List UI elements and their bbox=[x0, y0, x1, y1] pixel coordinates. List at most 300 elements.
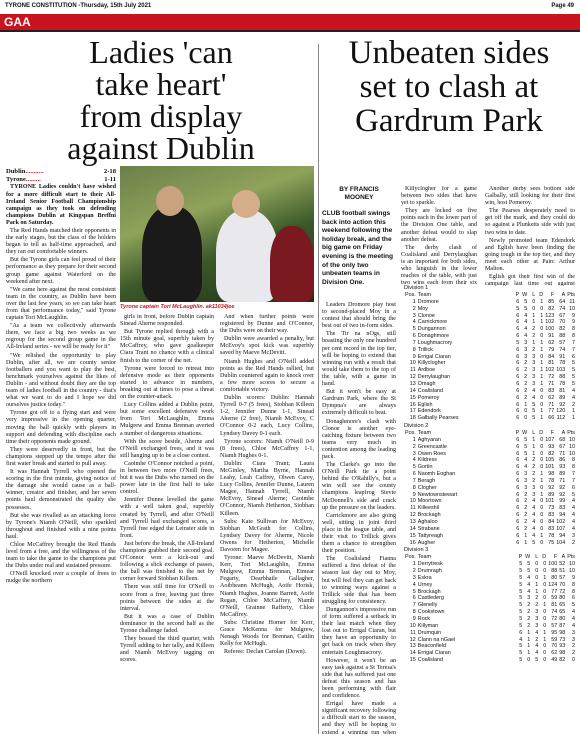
table-header-row bbox=[404, 554, 576, 561]
table-cell: 75 bbox=[548, 539, 555, 546]
table-cell: 62 bbox=[548, 339, 555, 346]
table-cell: 3 bbox=[524, 471, 528, 478]
table-cell: 4 bbox=[532, 394, 536, 401]
table-cell: 11 bbox=[569, 298, 575, 305]
table-cell: 2 bbox=[535, 602, 539, 609]
table-cell: Kildress bbox=[417, 457, 437, 464]
table-cell: Eglish bbox=[417, 401, 433, 408]
match-result bbox=[6, 168, 116, 184]
table-row bbox=[404, 326, 576, 333]
table-cell: 14 bbox=[409, 525, 416, 532]
table-cell: 3 bbox=[572, 629, 575, 636]
table-cell: 3 bbox=[532, 353, 536, 360]
table-cell: 4 bbox=[572, 505, 575, 512]
table-cell: 3 bbox=[572, 636, 575, 643]
table-cell: 6 bbox=[516, 346, 520, 353]
table-cell: 4 bbox=[532, 387, 536, 394]
paragraph: Niamh Hughes and O'Neill added points as the Red Hands rallied, but Dublin countered again to knock over a few more scores to secure a comfortable victory. bbox=[220, 358, 314, 393]
table-cell: 66 bbox=[548, 415, 555, 422]
table-cell: 2 bbox=[527, 615, 531, 622]
table-cell: 0 bbox=[532, 298, 536, 305]
page-number: Page 49 bbox=[551, 3, 574, 9]
header-rule bbox=[0, 30, 580, 32]
table-cell: 0 bbox=[543, 657, 547, 664]
table-cell: 7 bbox=[572, 339, 575, 346]
table-cell: 6 bbox=[516, 333, 520, 340]
table-cell: 89 bbox=[559, 394, 566, 401]
paragraph: Just before the break, the All-Ireland champions grabbed their second goal. O'Connor won a kick-out and following a slick exchange of passes, the ball was finished to the net by corner forward Siobhan Killeen. bbox=[120, 540, 214, 583]
paragraph: "We came here against the most consistent team in the country, as Dublin have been over the last few years, so we can take heart from that performance today," said Tyrone captain Tori McLaughlin. bbox=[6, 286, 116, 322]
table-row bbox=[404, 630, 576, 637]
table-cell: 2 bbox=[524, 512, 528, 519]
table-cell: 2 bbox=[412, 305, 416, 312]
table-cell: 51 bbox=[559, 568, 566, 575]
table-cell: 8 bbox=[412, 484, 416, 491]
table-cell: 85 bbox=[548, 298, 555, 305]
table-cell: 88 bbox=[559, 374, 566, 381]
paragraph: Dublin scorers: Dublin: Hannah Tyrrell 0-7 (5 frees), Siobhan Killeen 1-2, Jennifer Dunne 1-1, Sinead Aherne (2 free), Niamh McEvoy, C O'Connor 0-2 each, Lucy Collins, Lyndsey Davey 0-1 each. bbox=[220, 395, 314, 437]
paragraph: "We relished the opportunity to play Dublin, after all, we are county senior footballers and you want to play the best, benchmark yourselves against the likes of Dublin - and without doubt they are the top team of ladies football in the country - that's what we want to do and I hope we did ourselves justice today." bbox=[6, 352, 116, 409]
paragraph: The Clarke's go into the O'Neill Park tie a point behind the O'Rahilly's, but a win will see the county champions leapfrog Stevie McDonnell's side and crack up the pressure on the leaders. bbox=[322, 462, 396, 511]
table-cell: 12 bbox=[409, 512, 416, 519]
table-cell: 5 bbox=[516, 305, 520, 312]
table-cell: 15 bbox=[409, 532, 416, 539]
table-cell: 101 bbox=[545, 498, 555, 505]
table-cell: 4 bbox=[532, 525, 536, 532]
result-score: 2-18 bbox=[103, 168, 116, 175]
left-article-column-3 bbox=[220, 314, 314, 734]
table-row bbox=[404, 643, 576, 650]
table-cell: 0 bbox=[535, 574, 539, 581]
table-row bbox=[404, 313, 576, 320]
paragraph: Errigal have made a significant recovery following a difficult start to the season, and they will be hoping to extend a winning run when bbox=[322, 701, 396, 734]
table-cell: 2 bbox=[572, 539, 575, 546]
division-title: Division 2 bbox=[404, 423, 429, 430]
table-cell: 6 bbox=[516, 401, 520, 408]
table-cell: 73 bbox=[548, 505, 555, 512]
result-score: 1-11 bbox=[104, 176, 116, 184]
paragraph: Jennifer Dunne levelled the game with a well taken goal, superbly created by Tyrrell, and after O'Neill and Tyrrell had exchanged scores, a Tyrrell free edged the Leinster side in front. bbox=[120, 497, 214, 539]
table-cell: 71 bbox=[548, 401, 555, 408]
table-cell: 4 bbox=[524, 333, 528, 340]
table-cell: 2 bbox=[524, 380, 528, 387]
table-cell: 6 bbox=[516, 498, 520, 505]
table-cell: 3 bbox=[535, 622, 539, 629]
table-cell: Beragh bbox=[417, 477, 436, 484]
table-cell: 6 bbox=[516, 319, 520, 326]
table-cell: 2 bbox=[524, 387, 528, 394]
table-cell: Donaghmore bbox=[417, 333, 449, 340]
table-cell: Derrytresk bbox=[417, 561, 443, 568]
article-text bbox=[6, 184, 116, 585]
table-cell: 87 bbox=[559, 622, 566, 629]
table-cell: 4 bbox=[535, 643, 539, 650]
table-cell: 1 bbox=[527, 629, 531, 636]
table-cell: Galbally Pearses bbox=[417, 415, 459, 422]
paragraph: And when further points were registered by Dunne and O'Connor, the Dubs were on their way. bbox=[220, 314, 314, 335]
table-cell: 10 bbox=[569, 561, 575, 568]
table-cell: 4 bbox=[524, 464, 528, 471]
table-cell: 2 bbox=[572, 650, 575, 657]
table-cell: 0 bbox=[535, 568, 539, 575]
table-cell: 1 bbox=[540, 312, 544, 319]
table-cell: 4 bbox=[572, 394, 575, 401]
table-cell: 2 bbox=[532, 333, 536, 340]
table-cell: 0 bbox=[543, 650, 547, 657]
table-row bbox=[404, 575, 576, 582]
table-row bbox=[404, 306, 576, 313]
article-text bbox=[485, 186, 575, 286]
column-header: W bbox=[522, 292, 528, 298]
paragraph: Leaders Dromore play host to second-placed Moy in a contest that should bring the best out of two in-form sides. bbox=[322, 302, 396, 330]
right-article-column-2 bbox=[401, 186, 477, 286]
league-tables bbox=[404, 284, 576, 664]
table-cell: 0 bbox=[540, 450, 544, 457]
table-cell: 6 bbox=[516, 464, 520, 471]
table-cell: 2 bbox=[572, 401, 575, 408]
table-cell: 17 bbox=[409, 408, 416, 415]
headline-line: Unbeaten sides bbox=[348, 35, 550, 71]
table-cell: 1 bbox=[532, 443, 536, 450]
table-cell: 6 bbox=[516, 367, 520, 374]
table-cell: 6 bbox=[516, 436, 520, 443]
table-cell: 1 bbox=[524, 539, 528, 546]
table-cell: 4 bbox=[572, 622, 575, 629]
table-cell: 0 bbox=[540, 326, 544, 333]
paragraph: But it was a case of Dublin dominance in the second half as the Tyrone challenge faded. bbox=[120, 613, 214, 635]
table-cell: Glenelly bbox=[417, 602, 438, 609]
table-cell: 2 bbox=[535, 595, 539, 602]
table-cell: 72 bbox=[559, 588, 566, 595]
table-row bbox=[404, 582, 576, 589]
table-cell: 4 bbox=[412, 457, 416, 464]
table-row bbox=[404, 415, 576, 422]
table-cell: 6 bbox=[572, 484, 575, 491]
table-cell: Loughmacrory bbox=[417, 339, 453, 346]
table-row bbox=[404, 367, 576, 374]
table-cell: 4 bbox=[524, 457, 528, 464]
table-cell: Drumragh bbox=[417, 568, 442, 575]
lead-paragraph: CLUB football swings back into action this weekend following the holiday break, and the big game on Friday evening is the meeting of the only two unbeaten teams in Division One. bbox=[322, 210, 394, 286]
table-cell: Dromore bbox=[417, 298, 439, 305]
table-cell: 1 bbox=[532, 312, 536, 319]
table-cell: 0 bbox=[540, 519, 544, 525]
table-cell: 0 bbox=[543, 568, 547, 575]
table-cell: 7 bbox=[572, 471, 575, 478]
table-cell: 83 bbox=[548, 387, 555, 394]
table-cell: Brockagh bbox=[417, 512, 441, 519]
table-cell: 0 bbox=[543, 561, 547, 568]
table-cell: Tattyreagh bbox=[417, 532, 443, 539]
column-header: D bbox=[539, 292, 544, 298]
table-cell: 2 bbox=[524, 525, 528, 532]
paragraph: With the score beside, Aherne and O'Neill exchanged frees, and it was still hanging up to be a close contest. bbox=[120, 438, 214, 459]
table-cell: 123 bbox=[545, 312, 555, 319]
table-cell: 2 bbox=[524, 505, 528, 512]
division-title: Division 1 bbox=[404, 285, 429, 291]
table-cell: 5 bbox=[535, 657, 539, 664]
table-cell: Greencastle bbox=[417, 443, 447, 450]
table-cell: 3 bbox=[527, 595, 531, 602]
table-cell: 0 bbox=[543, 581, 547, 588]
table-cell: 1 bbox=[572, 408, 575, 415]
table-cell: Killeeshil bbox=[417, 505, 440, 512]
table-cell: 1 bbox=[540, 380, 544, 387]
table-cell: 5 bbox=[572, 380, 575, 387]
table-cell: Clogher bbox=[417, 484, 437, 491]
table-row bbox=[404, 616, 576, 623]
table-cell: 6 bbox=[516, 539, 520, 546]
division-title: Division 3 bbox=[404, 547, 429, 554]
table-cell: 49 bbox=[551, 657, 558, 664]
table-cell: 6 bbox=[516, 457, 520, 464]
paragraph: It was Hannah Tyrrell who opened the scoring in the first minute, giving notice of the damage she would cause as a ball-winner, creator and finisher, and her seven points haul demonstrated the quality she possesses. bbox=[6, 469, 116, 511]
table-row bbox=[404, 381, 576, 388]
table-cell: 0 bbox=[543, 609, 547, 616]
column-header: P bbox=[515, 430, 520, 437]
table-row bbox=[404, 589, 576, 596]
section-band bbox=[0, 14, 580, 30]
table-cell: 0 bbox=[540, 401, 544, 408]
table-cell: 6 bbox=[516, 353, 520, 360]
table-cell: Omagh bbox=[417, 380, 436, 387]
table-cell: 3 bbox=[524, 339, 528, 346]
table-cell: Moortown bbox=[417, 498, 442, 505]
table-cell: 70 bbox=[559, 319, 566, 326]
table-cell: Errigal Ciaran bbox=[417, 353, 451, 360]
table-cell: 5 bbox=[532, 408, 536, 415]
table-cell: 0 bbox=[540, 512, 544, 519]
table-cell: 1 bbox=[540, 367, 544, 374]
table-cell: 83 bbox=[559, 505, 566, 512]
table-cell: 3 bbox=[532, 491, 536, 498]
league-table bbox=[404, 430, 576, 546]
table-cell: 102 bbox=[545, 319, 555, 326]
table-cell: 112 bbox=[556, 415, 566, 422]
table-cell: 80 bbox=[559, 595, 566, 602]
table-cell: 4 bbox=[412, 319, 416, 326]
table-cell: 6 bbox=[412, 595, 416, 602]
table-cell: 0 bbox=[540, 525, 544, 532]
table-cell: 2 bbox=[412, 443, 416, 450]
table-cell: 1 bbox=[540, 319, 544, 326]
table-row bbox=[404, 319, 576, 326]
table-cell: 5 bbox=[519, 657, 523, 664]
table-cell: 71 bbox=[559, 450, 566, 457]
table-cell: 8 bbox=[572, 588, 575, 595]
table-cell: 1 bbox=[412, 561, 416, 568]
player-figure bbox=[142, 206, 202, 302]
table-row bbox=[404, 637, 576, 644]
table-row bbox=[404, 347, 576, 354]
table-cell: 78 bbox=[548, 532, 555, 539]
table-cell: 6 bbox=[412, 333, 416, 340]
table-cell: 6 bbox=[516, 532, 520, 539]
table-cell: 4 bbox=[524, 319, 528, 326]
table-cell: 5 bbox=[519, 561, 523, 568]
table-cell: 95 bbox=[551, 629, 558, 636]
table-cell: 77 bbox=[548, 408, 555, 415]
table-cell: 1 bbox=[540, 339, 544, 346]
paragraph: They were deservedly in front, but the champions stepped up the tempo after the first water break and started to pull away. bbox=[6, 446, 116, 467]
table-cell: 72 bbox=[551, 615, 558, 622]
table-cell: 6 bbox=[516, 387, 520, 394]
player-figure bbox=[216, 210, 278, 302]
table-cell: 98 bbox=[559, 629, 566, 636]
table-cell: 1 bbox=[524, 532, 528, 539]
table-cell: 4 bbox=[572, 525, 575, 532]
table-cell: 5 bbox=[527, 568, 531, 575]
byline bbox=[322, 186, 396, 202]
table-row bbox=[404, 492, 576, 499]
table-cell: 3 bbox=[535, 615, 539, 622]
table-cell: 86 bbox=[559, 457, 566, 464]
table-cell: 8 bbox=[412, 609, 416, 616]
table-cell: 3 bbox=[532, 367, 536, 374]
table-cell: 82 bbox=[548, 450, 555, 457]
table-cell: 78 bbox=[548, 477, 555, 484]
table-cell: 57 bbox=[551, 622, 558, 629]
table-cell: 4 bbox=[527, 581, 531, 588]
column-header: D bbox=[542, 554, 547, 561]
table-cell: 4 bbox=[532, 532, 536, 539]
table-cell: 94 bbox=[559, 512, 566, 519]
table-cell: 102 bbox=[556, 519, 566, 525]
table-cell: 4 bbox=[532, 512, 536, 519]
table-header-row bbox=[404, 292, 576, 299]
paragraph: Eglish got their first win of the campaign last time out against bbox=[485, 274, 575, 286]
table-cell: 57 bbox=[559, 339, 566, 346]
table-cell: 107 bbox=[556, 525, 566, 532]
table-cell: 0 bbox=[543, 595, 547, 602]
table-cell: 11 bbox=[410, 505, 416, 512]
table-cell: 4 bbox=[532, 505, 536, 512]
table-row bbox=[404, 299, 576, 306]
table-cell: 2 bbox=[524, 367, 528, 374]
table-cell: 5 bbox=[519, 602, 523, 609]
table-row bbox=[404, 444, 576, 451]
table-cell: Brockagh bbox=[417, 588, 441, 595]
table-cell: 99 bbox=[559, 498, 566, 505]
paragraph: Subs: Christine Horner for Kerr, Grace McKenna for Mulgrew, Nenagh Woods for Brennan, Caitlin Kelly for McHugh. bbox=[220, 619, 314, 648]
table-cell: 5 bbox=[524, 298, 528, 305]
table-cell: 0 bbox=[527, 657, 531, 664]
table-cell: Aghaloo bbox=[417, 519, 438, 525]
table-cell: 52 bbox=[559, 561, 566, 568]
result-dublin: Dublin........... 2-18 bbox=[6, 168, 116, 175]
column-header: L bbox=[532, 292, 536, 298]
table-row bbox=[404, 540, 576, 547]
table-cell: 89 bbox=[559, 471, 566, 478]
table-cell: 93 bbox=[559, 643, 566, 650]
table-row bbox=[404, 464, 576, 471]
table-row bbox=[404, 526, 576, 533]
table-cell: 1 bbox=[527, 650, 531, 657]
table-cell: 1 bbox=[543, 602, 547, 609]
table-cell: Owen Roes bbox=[417, 450, 446, 457]
table-cell: 14 bbox=[409, 387, 416, 394]
table-cell: 1 bbox=[412, 436, 416, 443]
paragraph: Tyrone got off to a flying start and were very impressive in the opening quarter, moving the ball quickly with players in support and defending with discipline each time their opponents made ground. bbox=[6, 410, 116, 445]
table-cell: Edendork bbox=[417, 408, 441, 415]
table-cell: 4 bbox=[524, 326, 528, 333]
table-cell: 92 bbox=[559, 401, 566, 408]
table-cell: 6 bbox=[516, 512, 520, 519]
table-cell: 15 bbox=[409, 657, 416, 664]
table-cell: 1 bbox=[540, 477, 544, 484]
table-cell: 93 bbox=[559, 464, 566, 471]
table-row bbox=[404, 395, 576, 402]
table-cell: 4 bbox=[572, 609, 575, 616]
table-cell: 0 bbox=[543, 588, 547, 595]
table-cell: 6 bbox=[516, 519, 520, 525]
table-cell: 2 bbox=[535, 636, 539, 643]
table-cell: 6 bbox=[516, 326, 520, 333]
table-cell: 78 bbox=[559, 380, 566, 387]
column-header: F bbox=[550, 292, 555, 298]
paragraph: Dublin were awarded a penalty, but McEvoy's spot kick was superbly saved by Maeve McDevitt. bbox=[220, 336, 314, 357]
table-cell: 100 bbox=[548, 561, 558, 568]
table-cell: 1 bbox=[540, 408, 544, 415]
table-cell: 103 bbox=[556, 367, 566, 374]
table-cell: 1 bbox=[540, 532, 544, 539]
table-cell: 3 bbox=[532, 360, 536, 367]
table-cell: 6 bbox=[516, 491, 520, 498]
table-cell: 4 bbox=[412, 581, 416, 588]
table-cell: 1 bbox=[540, 346, 544, 353]
table-cell: 2 bbox=[524, 374, 528, 381]
table-cell: 2 bbox=[532, 326, 536, 333]
table-cell: 0 bbox=[572, 657, 575, 664]
table-cell: 0 bbox=[543, 615, 547, 622]
table-cell: 5 bbox=[532, 401, 536, 408]
table-cell: 84 bbox=[548, 353, 555, 360]
table-cell: 0 bbox=[535, 561, 539, 568]
table-cell: 3 bbox=[532, 380, 536, 387]
table-cell: 9 bbox=[572, 319, 575, 326]
table-cell: Clann na nGael bbox=[417, 636, 456, 643]
table-cell: 6 bbox=[572, 595, 575, 602]
table-cell: 120 bbox=[556, 408, 566, 415]
table-cell: 2 bbox=[532, 477, 536, 484]
article-text bbox=[220, 314, 314, 656]
table-row bbox=[404, 451, 576, 458]
table-cell: 6 bbox=[516, 380, 520, 387]
table-cell: 2 bbox=[524, 360, 528, 367]
table-cell: 7 bbox=[412, 477, 416, 484]
table-cell: 5 bbox=[519, 622, 523, 629]
table-row bbox=[404, 374, 576, 381]
table-cell: 6 bbox=[516, 312, 520, 319]
table-cell: 10 bbox=[409, 360, 416, 367]
table-row bbox=[404, 408, 576, 415]
player-figure bbox=[270, 226, 314, 302]
table-cell: 1 bbox=[543, 636, 547, 643]
paragraph: "As a team we collectively afterwards there, we face a big two weeks as we regroup for the second group game in the All-Ireland series - we will be ready for it" bbox=[6, 323, 116, 351]
table-cell: 6 bbox=[516, 408, 520, 415]
table-cell: 8 bbox=[572, 326, 575, 333]
table-cell: 4 bbox=[572, 498, 575, 505]
table-cell: 6 bbox=[516, 374, 520, 381]
table-cell: 88 bbox=[559, 333, 566, 340]
table-cell: 6 bbox=[516, 298, 520, 305]
column-header: A bbox=[561, 430, 566, 437]
byline-line: MOONEY bbox=[344, 194, 374, 201]
paragraph: The Pearses desperately need to get off the mark, and they could do so against a Plunketts side with just two wins to date. bbox=[485, 208, 575, 236]
headline-line: against Dublin bbox=[67, 130, 255, 166]
result-team: Tyrone bbox=[6, 176, 26, 184]
table-cell: 2 bbox=[527, 622, 531, 629]
